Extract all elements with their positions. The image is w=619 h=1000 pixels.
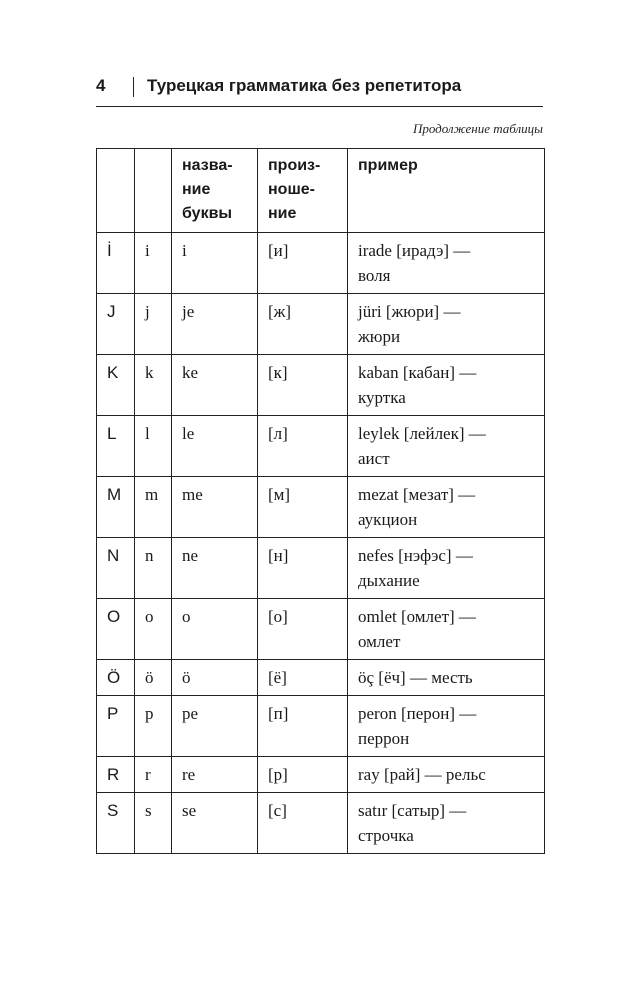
example-word: nefes [нэфэс] — дыхание	[348, 538, 545, 599]
letter-name: ö	[172, 660, 258, 696]
header-cell-uppercase	[97, 149, 135, 233]
table-row	[97, 294, 545, 355]
pronunciation: [л]	[258, 416, 348, 477]
header-cell-pronunciation: произ- ноше- ние	[258, 149, 348, 233]
example-word: peron [перон] — перрон	[348, 696, 545, 757]
example-word: öç [ёч] — месть	[348, 660, 545, 696]
letter-name: me	[172, 477, 258, 538]
uppercase-letter: S	[97, 793, 135, 854]
table-continuation-caption: Продолжение таблицы	[412, 121, 543, 136]
pronunciation: [и]	[258, 233, 348, 294]
letter-name: se	[172, 793, 258, 854]
table-row	[97, 416, 545, 477]
lowercase-letter: s	[135, 793, 172, 854]
pronunciation: [ж]	[258, 294, 348, 355]
pronunciation: [ё]	[258, 660, 348, 696]
uppercase-letter: K	[97, 355, 135, 416]
lowercase-letter: j	[135, 294, 172, 355]
uppercase-letter: M	[97, 477, 135, 538]
uppercase-letter: R	[97, 757, 135, 793]
table-row	[97, 477, 545, 538]
uppercase-letter: J	[97, 294, 135, 355]
table-row	[97, 233, 545, 294]
table-row	[97, 793, 545, 854]
pronunciation: [о]	[258, 599, 348, 660]
letter-name: pe	[172, 696, 258, 757]
lowercase-letter: m	[135, 477, 172, 538]
table-row	[97, 538, 545, 599]
header-cell-letter-name: назва- ние буквы	[172, 149, 258, 233]
pronunciation: [р]	[258, 757, 348, 793]
lowercase-letter: i	[135, 233, 172, 294]
uppercase-letter: L	[97, 416, 135, 477]
letter-name: ke	[172, 355, 258, 416]
lowercase-letter: o	[135, 599, 172, 660]
header-cell-lowercase	[135, 149, 172, 233]
lowercase-letter: n	[135, 538, 172, 599]
uppercase-letter: O	[97, 599, 135, 660]
example-word: mezat [мезат] — аукцион	[348, 477, 545, 538]
lowercase-letter: k	[135, 355, 172, 416]
header-separator	[133, 77, 134, 97]
table-row	[97, 696, 545, 757]
example-word: ray [рай] — рельс	[348, 757, 545, 793]
uppercase-letter: İ	[97, 233, 135, 294]
letter-name: ne	[172, 538, 258, 599]
pronunciation: [п]	[258, 696, 348, 757]
letter-name: o	[172, 599, 258, 660]
letter-name: re	[172, 757, 258, 793]
table-header-row	[97, 149, 545, 233]
example-word: omlet [омлет] — омлет	[348, 599, 545, 660]
letter-name: je	[172, 294, 258, 355]
running-header	[96, 74, 543, 107]
letter-name: le	[172, 416, 258, 477]
pronunciation: [н]	[258, 538, 348, 599]
uppercase-letter: N	[97, 538, 135, 599]
alphabet-table	[96, 148, 545, 854]
lowercase-letter: ö	[135, 660, 172, 696]
example-word: kaban [кабан] — куртка	[348, 355, 545, 416]
book-title: Турецкая грамматика без репетитора	[147, 76, 462, 95]
example-word: irade [ирадэ] — воля	[348, 233, 545, 294]
table-body	[97, 233, 545, 854]
pronunciation: [м]	[258, 477, 348, 538]
table-row	[97, 660, 545, 696]
example-word: leylek [лейлек] — аист	[348, 416, 545, 477]
table-row	[97, 355, 545, 416]
lowercase-letter: l	[135, 416, 172, 477]
example-word: jüri [жюри] — жюри	[348, 294, 545, 355]
lowercase-letter: r	[135, 757, 172, 793]
uppercase-letter: Ö	[97, 660, 135, 696]
table-row	[97, 757, 545, 793]
uppercase-letter: P	[97, 696, 135, 757]
pronunciation: [к]	[258, 355, 348, 416]
page-number: 4	[96, 76, 106, 95]
pronunciation: [с]	[258, 793, 348, 854]
letter-name: i	[172, 233, 258, 294]
lowercase-letter: p	[135, 696, 172, 757]
example-word: satır [сатыр] — строчка	[348, 793, 545, 854]
table-row	[97, 599, 545, 660]
header-cell-example: пример	[348, 149, 545, 233]
